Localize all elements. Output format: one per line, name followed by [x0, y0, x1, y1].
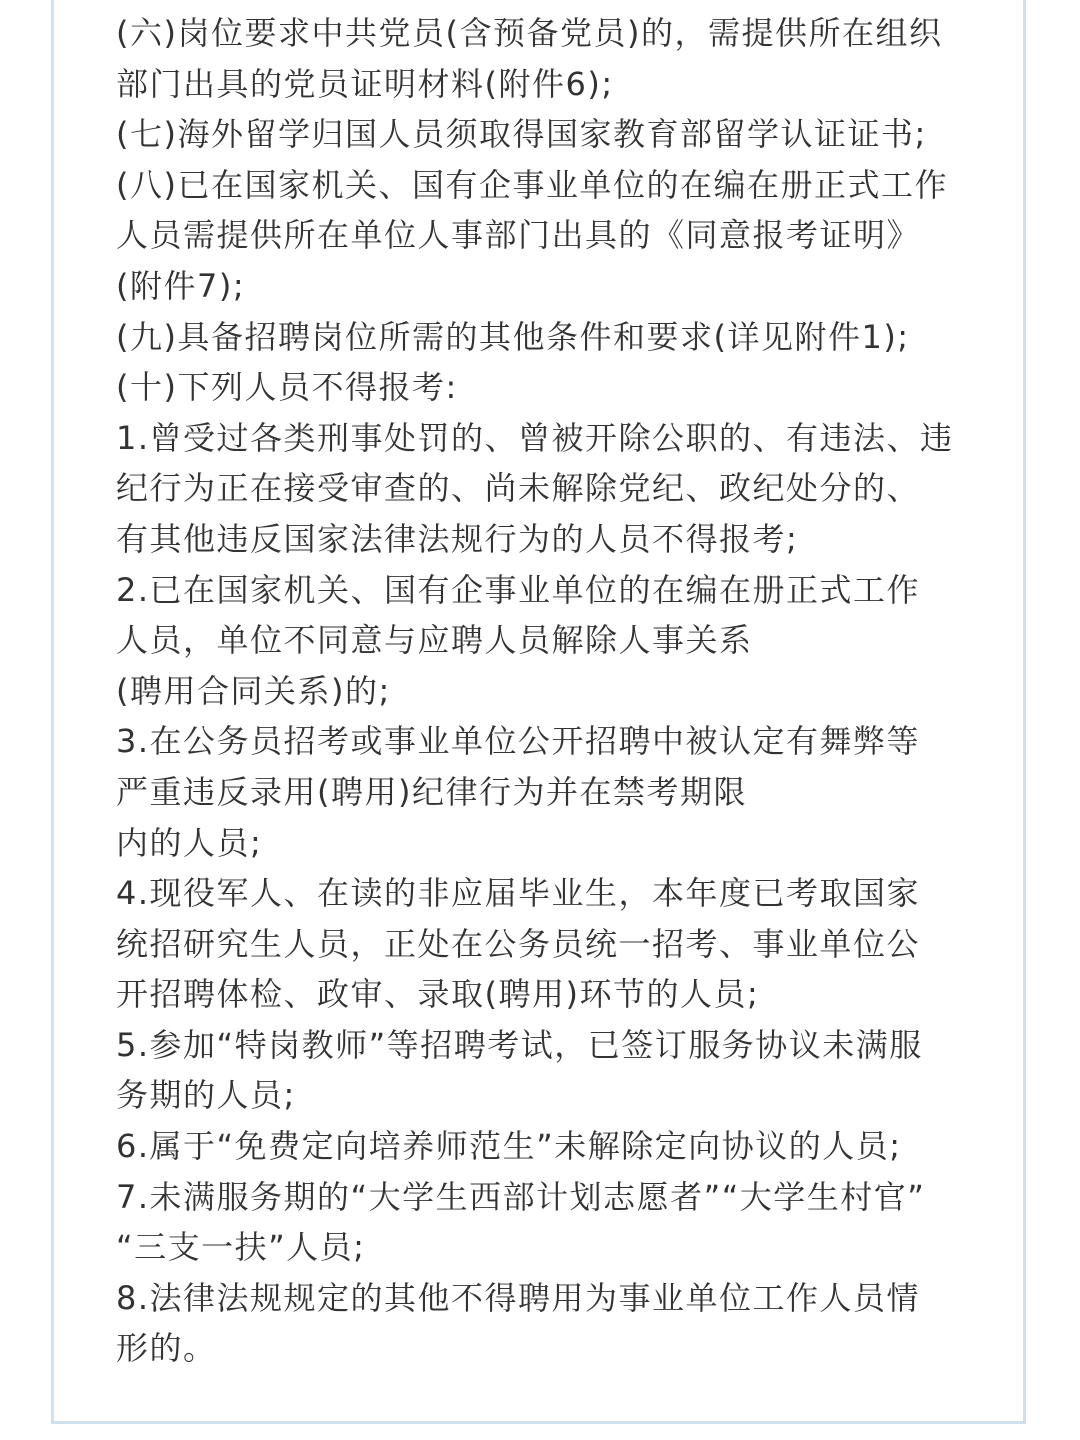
- text-line: 3.在公务员招考或事业单位公开招聘中被认定有舞弊等: [116, 722, 921, 761]
- text-line: 严重违反录用(聘用)纪律行为并在禁考期限: [116, 772, 747, 811]
- text-line: 8.法律法规规定的其他不得聘用为事业单位工作人员情: [116, 1278, 921, 1317]
- text-line: 7.未满服务期的“大学生西部计划志愿者”“大学生村官”: [116, 1177, 926, 1216]
- text-line: 务期的人员;: [116, 1076, 296, 1115]
- text-line: 有其他违反国家法律法规行为的人员不得报考;: [116, 519, 799, 558]
- text-line: (九)具备招聘岗位所需的其他条件和要求(详见附件1);: [116, 317, 910, 356]
- text-line: “三支一扶”人员;: [116, 1228, 366, 1267]
- text-line: 人员，单位不同意与应聘人员解除人事关系: [116, 621, 753, 660]
- text-line: 纪行为正在接受审查的、尚未解除党纪、政纪处分的、: [116, 469, 921, 508]
- text-line: 人员需提供所在单位人事部门出具的《同意报考证明》: [116, 216, 921, 255]
- text-line: (附件7);: [116, 266, 246, 305]
- text-line: (六)岗位要求中共党员(含预备党员)的，需提供所在组织: [116, 14, 943, 52]
- text-line: (八)已在国家机关、国有企事业单位的在编在册正式工作: [116, 165, 948, 204]
- text-line: 6.属于“免费定向培养师范生”未解除定向协议的人员;: [116, 1127, 902, 1166]
- document-body: [116, 8, 976, 1374]
- text-line: 5.参加“特岗教师”等招聘考试，已签订服务协议未满服: [116, 1025, 923, 1064]
- text-line: (聘用合同关系)的;: [116, 671, 391, 710]
- text-line: 1.曾受过各类刑事处罚的、曾被开除公职的、有违法、违: [116, 418, 954, 457]
- text-line: 形的。: [116, 1329, 217, 1368]
- text-line: (七)海外留学归国人员须取得国家教育部留学认证证书;: [116, 115, 927, 154]
- text-line: 开招聘体检、政审、录取(聘用)环节的人员;: [116, 975, 760, 1014]
- text-line: 内的人员;: [116, 823, 263, 862]
- text-line: (十)下列人员不得报考:: [116, 368, 458, 407]
- text-line: 4.现役军人、在读的非应届毕业生，本年度已考取国家: [116, 874, 921, 913]
- text-line: 部门出具的党员证明材料(附件6);: [116, 64, 614, 103]
- text-line: 统招研究生人员，正处在公务员统一招考、事业单位公: [116, 924, 921, 963]
- text-line: 2.已在国家机关、国有企事业单位的在编在册正式工作: [116, 570, 921, 609]
